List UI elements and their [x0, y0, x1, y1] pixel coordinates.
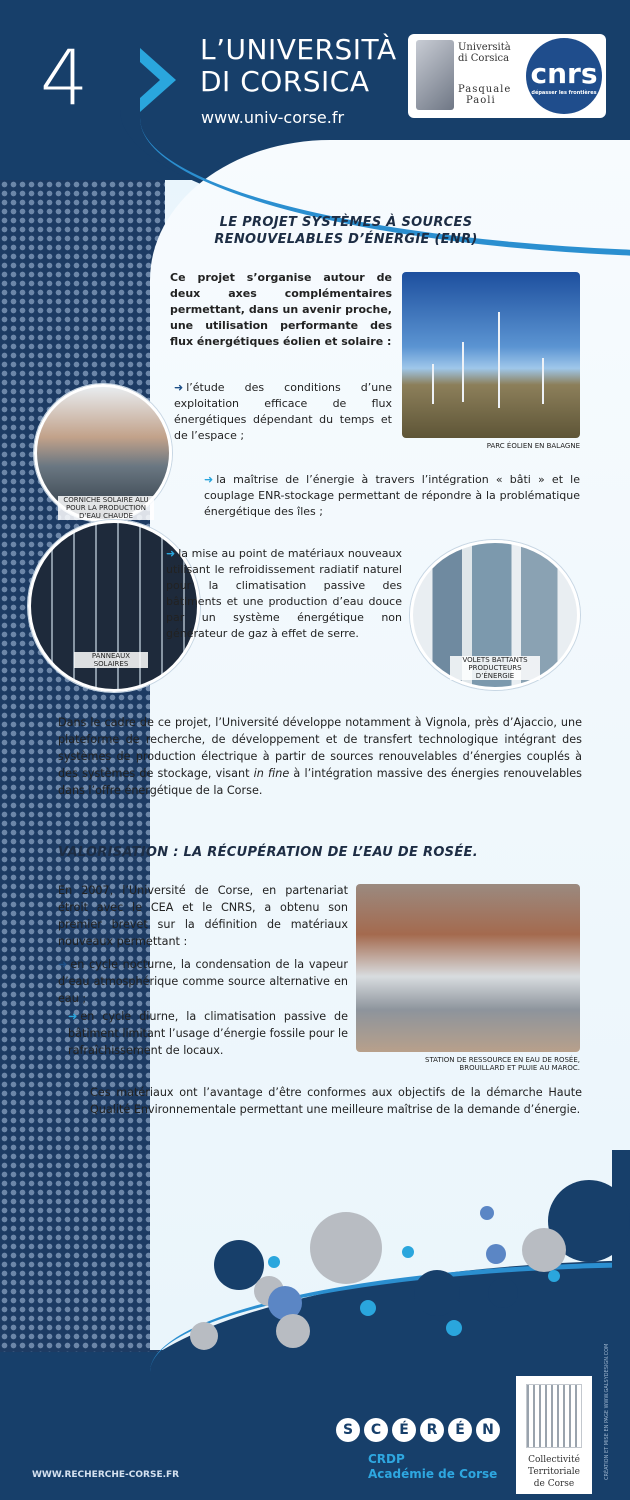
- decor-bubble: [268, 1256, 280, 1268]
- decor-bubble: [522, 1228, 566, 1272]
- paoli-text: Paoli: [466, 95, 496, 106]
- cnrs-logo-text: cnrs: [530, 57, 598, 90]
- sceren-letter: C: [364, 1418, 388, 1442]
- sceren-logo: [336, 1418, 500, 1442]
- dew-station-photo: [356, 884, 580, 1052]
- section1-title: LE PROJET SYSTÈMES À SOURCES RENOUVELABLES D’ÉNERGIE (ENR): [214, 215, 478, 247]
- section1-bullet1: [174, 380, 392, 444]
- pasquale-paoli-text: [458, 84, 511, 106]
- dew-station-caption: STATION DE RESSOURCE EN EAU DE ROSÉE, BROUILLARD ET PLUIE AU MAROC.: [425, 1056, 580, 1072]
- section2-bullet2: [68, 1008, 348, 1059]
- bullet-arrow-icon: ➜: [166, 547, 176, 560]
- cnrs-logo: [526, 38, 602, 114]
- section1-intro: Ce projet s’organise autour de deux axes complémentaires permettant, dans un avenir proche, une utilisation performante des flux énergétiques éolien et solaire :: [170, 271, 392, 348]
- section1-bullet1-text: l’étude des conditions d’une exploitation efficace de flux énergétiques dépendant du temps et de l’espace ;: [174, 381, 392, 442]
- section2-conclusion: Ces matériaux ont l’avantage d’être conformes aux objectifs de la démarche Haute Qualité Environnementale permettant une meilleure maîtrise de la demande d’énergie.: [90, 1086, 582, 1116]
- sceren-letter: R: [420, 1418, 444, 1442]
- section1-bullet3-text: la mise au point de matériaux nouveaux utilisant le refroidissement radiatif naturel pour la climatisation passive des bâtiments et une production d’eau douce par un système énergétique non générateur de gaz à effet de serre.: [166, 547, 402, 640]
- university-logo-text: Università di Corsica: [458, 42, 511, 64]
- collectivite-line1: Collectivité: [528, 1455, 580, 1465]
- decor-bubble: [486, 1244, 506, 1264]
- decor-bubble: [190, 1322, 218, 1350]
- bullet-arrow-icon: ➜: [68, 1010, 78, 1023]
- section1-paragraph-b: à l’intégration massive des énergies renouvelables dans l’offre énergétique de la Corse.: [58, 767, 582, 797]
- collectivite-logo-text: [516, 1454, 592, 1490]
- section2-bullet1-text: en cycle nocturne, la condensation de la vapeur d’eau atmosphérique comme source alternative en eau ;: [58, 958, 348, 1005]
- collectivite-line2: Territoriale: [528, 1467, 580, 1477]
- decor-bubble: [480, 1206, 494, 1220]
- university-url[interactable]: www.univ-corse.fr: [201, 108, 345, 127]
- energy-shutters-caption: VOLETS BATTANTS PRODUCTEURS D’ÉNERGIE: [450, 656, 540, 680]
- crdp-title: CRDP: [368, 1452, 405, 1466]
- collectivite-line3: de Corse: [533, 1479, 575, 1489]
- sceren-letter: S: [336, 1418, 360, 1442]
- solar-cornice-caption: CORNICHE SOLAIRE ALU POUR LA PRODUCTION D’EAU CHAUDE: [58, 496, 154, 520]
- turbine-mast: [432, 364, 434, 404]
- decor-bubble: [414, 1270, 460, 1316]
- section1-bullet2: [204, 472, 580, 520]
- section2-bullet2-text: en cycle diurne, la climatisation passive de bâtiment limitant l’usage d’énergie fossile pour le rafraîchissement de locaux.: [68, 1010, 348, 1057]
- crdp-label: [368, 1452, 497, 1482]
- section1-bullet3: [166, 546, 402, 642]
- sceren-letter: É: [448, 1418, 472, 1442]
- decor-bubble: [276, 1314, 310, 1348]
- paoli-portrait-logo: [416, 40, 454, 110]
- design-credit: CRÉATION ET MISE EN PAGE WWW.GALSYDESIGN.COM: [604, 1343, 610, 1480]
- decor-bubble: [446, 1320, 462, 1336]
- wind-farm-photo: [402, 272, 580, 438]
- partner-logos: [408, 34, 606, 118]
- pasquale-text: Pasquale: [458, 84, 512, 95]
- university-title-line1: L’UNIVERSITÀ: [200, 33, 397, 66]
- turbine-mast: [542, 358, 544, 404]
- decor-bubble: [360, 1300, 376, 1316]
- chapter-number: 4: [40, 33, 89, 122]
- section1-paragraph-em: in fine: [253, 767, 290, 780]
- decor-bubble: [310, 1212, 382, 1284]
- bullet-arrow-icon: ➜: [204, 473, 214, 486]
- university-title: [200, 34, 397, 98]
- sceren-letter: É: [392, 1418, 416, 1442]
- turbine-mast: [498, 312, 500, 408]
- academie-label: Académie de Corse: [368, 1467, 498, 1481]
- wind-farm-caption: PARC ÉOLIEN EN BALAGNE: [486, 442, 580, 450]
- bullet-arrow-icon: ➜: [58, 958, 68, 971]
- footer-website-link[interactable]: WWW.RECHERCHE-CORSE.FR: [32, 1470, 180, 1480]
- section2-bullet1: [58, 956, 348, 1007]
- decor-bubble: [548, 1270, 560, 1282]
- arrow-icon-inner: [140, 62, 160, 98]
- collectivite-logo-mark: [526, 1384, 582, 1448]
- decor-bubble: [402, 1246, 414, 1258]
- collectivite-logo: [516, 1376, 592, 1494]
- section1-bullet2-text: la maîtrise de l’énergie à travers l’intégration « bâti » et le couplage ENR-stockage permettant de répondre à la problématique énergétique des îles ;: [204, 473, 580, 518]
- solar-panels-caption: PANNEAUX SOLAIRES: [74, 652, 148, 668]
- section2-title: VALORISATION : LA RÉCUPÉRATION DE L’EAU DE ROSÉE.: [58, 845, 478, 860]
- section2-intro: En 2007, l’Université de Corse, en partenariat étroit avec le CEA et le CNRS, a obtenu son premier brevet sur la définition de matériaux nouveaux permettant :: [58, 884, 348, 948]
- section1-paragraph: [58, 714, 582, 799]
- turbine-mast: [462, 342, 464, 402]
- decor-bubble: [488, 1278, 518, 1308]
- university-title-line2: DI CORSICA: [200, 65, 370, 98]
- sceren-letter: N: [476, 1418, 500, 1442]
- bullet-arrow-icon: ➜: [174, 381, 184, 394]
- cnrs-logo-tagline: dépasser les frontières: [531, 90, 597, 96]
- section1-paragraph-a: Dans le cadre de ce projet, l’Université développe notamment à Vignola, près d’Ajaccio, une plateforme de recherche, de développement et de transfert technologique intégrant des systèmes de production électrique à partir de sources renouvelables d’énergies couplés à des systèmes de stockage, visant: [58, 716, 582, 780]
